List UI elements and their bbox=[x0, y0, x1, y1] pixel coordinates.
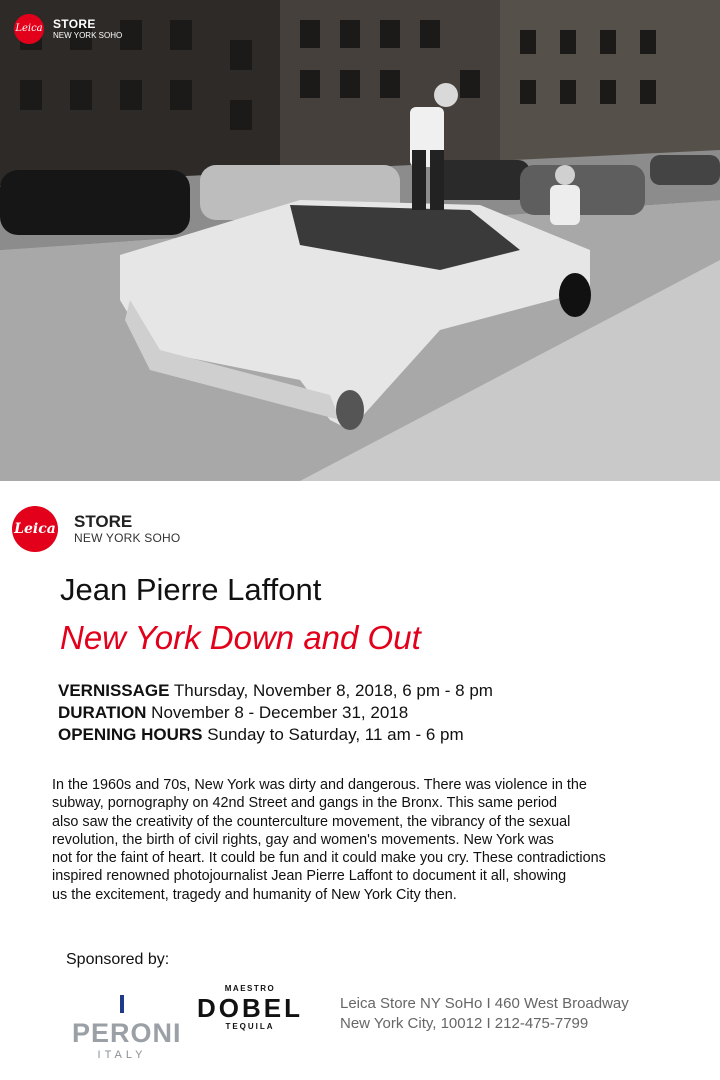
contact-address: Leica Store NY SoHo I 460 West Broadway bbox=[340, 995, 629, 1012]
description-line: inspired renowned photojournalist Jean Pierre Laffont to document it all, showing bbox=[52, 868, 567, 885]
description-line: not for the faint of heart. It could be fun and it could make you cry. These contradictions bbox=[52, 850, 606, 867]
opening-hours-row bbox=[58, 724, 493, 746]
description-line: In the 1960s and 70s, New York was dirty and dangerous. There was violence in the bbox=[52, 777, 587, 793]
vernissage-row bbox=[58, 680, 493, 702]
description-line: us the excitement, tragedy and humanity of New York City then. bbox=[52, 886, 457, 903]
vernissage-value: Thursday, November 8, 2018, 6 pm - 8 pm bbox=[169, 681, 493, 700]
dobel-name: DOBEL bbox=[197, 993, 303, 1023]
exhibition-description bbox=[52, 776, 682, 904]
peroni-logo bbox=[72, 988, 182, 1062]
artist-name: Jean Pierre Laffont bbox=[60, 572, 322, 607]
dobel-sub: TEQUILA bbox=[225, 1022, 275, 1031]
dobel-logo bbox=[190, 984, 310, 1032]
store-title: STORE bbox=[74, 512, 133, 531]
store-contact bbox=[340, 994, 629, 1034]
dobel-top: MAESTRO bbox=[224, 984, 276, 993]
hero-photo bbox=[0, 0, 720, 481]
leica-logo: Leica bbox=[12, 506, 58, 552]
contact-city-phone: New York City, 10012 I 212-475-7799 bbox=[340, 1015, 589, 1032]
opening-hours-label: OPENING HOURS bbox=[58, 725, 203, 744]
leica-logo-mark: Leica bbox=[14, 14, 44, 44]
peroni-bar-icon bbox=[120, 995, 124, 1013]
sponsored-by-label: Sponsored by: bbox=[66, 951, 170, 968]
description-line: subway, pornography on 42nd Street and gangs in the Bronx. This same period bbox=[52, 795, 558, 812]
peroni-name: PERONI bbox=[72, 1018, 182, 1048]
duration-value: November 8 - December 31, 2018 bbox=[146, 703, 409, 722]
hero-store-logo bbox=[14, 14, 122, 44]
opening-hours-value: Sunday to Saturday, 11 am - 6 pm bbox=[202, 725, 464, 744]
hero-logo-title: STORE bbox=[53, 16, 96, 31]
description-line: revolution, the birth of civil rights, gay and women's movements. New York was bbox=[52, 831, 554, 848]
vernissage-label: VERNISSAGE bbox=[58, 681, 170, 700]
store-subtitle: NEW YORK SOHO bbox=[74, 531, 181, 545]
exhibition-title: New York Down and Out bbox=[60, 619, 421, 656]
store-brand bbox=[12, 506, 180, 552]
duration-label: DURATION bbox=[58, 703, 147, 722]
description-line: also saw the creativity of the counterculture movement, the vibrancy of the sexual bbox=[52, 813, 571, 830]
duration-row bbox=[58, 702, 493, 724]
peroni-sub: ITALY bbox=[97, 1049, 147, 1061]
street-scene-illustration bbox=[0, 0, 720, 481]
hero-logo-subtitle: NEW YORK SOHO bbox=[53, 30, 123, 40]
exhibition-details bbox=[58, 680, 493, 746]
